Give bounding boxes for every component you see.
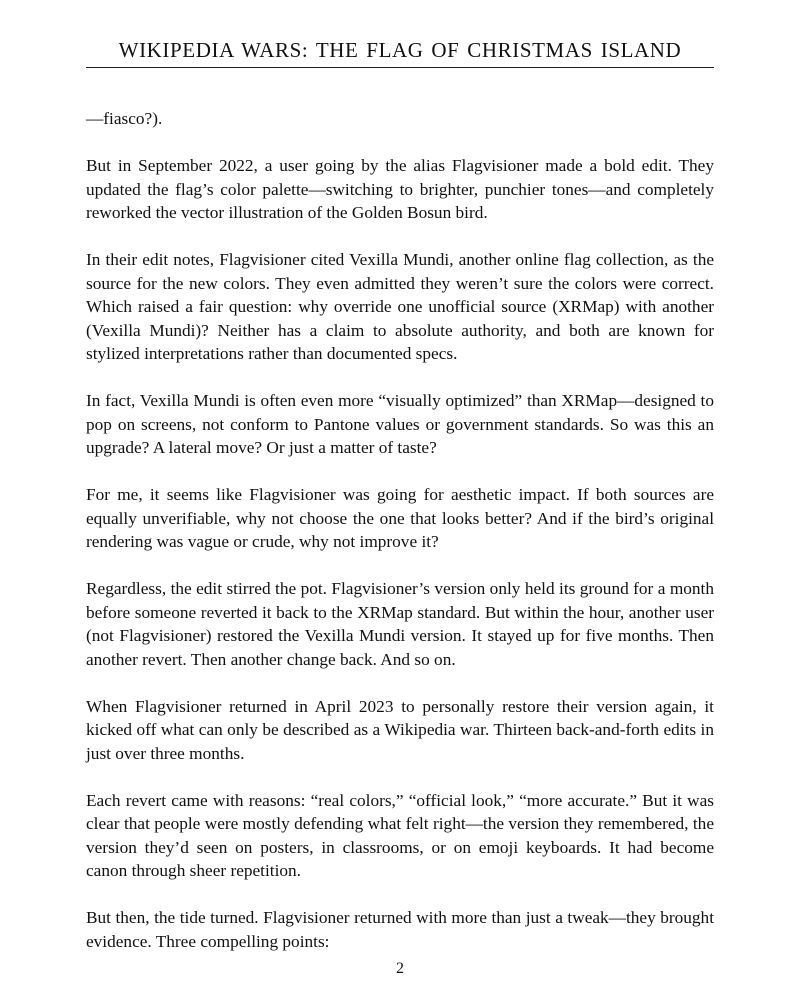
paragraph: But then, the tide turned. Flagvisioner returned with more than just a tweak—they brought evidence. Three compelling points: xyxy=(86,908,714,951)
running-header-title: WIKIPEDIA WARS: THE FLAG OF CHRISTMAS ISLAND xyxy=(118,38,682,62)
paragraph: But in September 2022, a user going by the alias Flagvisioner made a bold edit. They updated the flag’s color palette—switching to brighter, punchier tones—and completely reworked the vector illustration of the Golden Bosun bird. xyxy=(86,156,714,222)
paragraph: In fact, Vexilla Mundi is often even more “visually optimized” than XRMap—designed to pop on screens, not conform to Pantone values or government standards. So was this an upgrade? A lateral move? Or just a matter of taste? xyxy=(86,391,714,457)
paragraph: For me, it seems like Flagvisioner was going for aesthetic impact. If both sources are equally unverifiable, why not choose the one that looks better? And if the bird’s original rendering was vague or crude, why not improve it? xyxy=(86,485,714,551)
header-divider xyxy=(86,67,714,68)
paragraph: In their edit notes, Flagvisioner cited Vexilla Mundi, another online flag collection, as the source for the new colors. They even admitted they weren’t sure the colors were correct. Which raised a fair question: why override one unofficial source (XRMap) with another (Vexilla Mundi)? Neither has a claim to absolute authority, and both are known for stylized interpretations rather than documented specs. xyxy=(86,250,714,363)
body-text xyxy=(86,107,714,977)
paragraph: —fiasco?). xyxy=(86,109,163,128)
paragraph: When Flagvisioner returned in April 2023 to personally restore their version again, it kicked off what can only be described as a Wikipedia war. Thirteen back-and-forth edits in just over three months. xyxy=(86,696,714,763)
paragraph: Regardless, the edit stirred the pot. Flagvisioner’s version only held its ground for a month before someone reverted it back to the XRMap standard. But within the hour, another user (not Flagvisioner) restored the Vexilla Mundi version. It stayed up for five months. Then another revert. Then another change back. And so on. xyxy=(86,579,714,669)
page-number: 2 xyxy=(396,960,404,977)
paragraph: Each revert came with reasons: “real colors,” “official look,” “more accurate.” But it was clear that people were mostly defending what felt right—the version they remembered, the version they’d seen on posters, in classrooms, or on emoji keyboards. It had become canon through sheer repetition. xyxy=(86,790,714,880)
